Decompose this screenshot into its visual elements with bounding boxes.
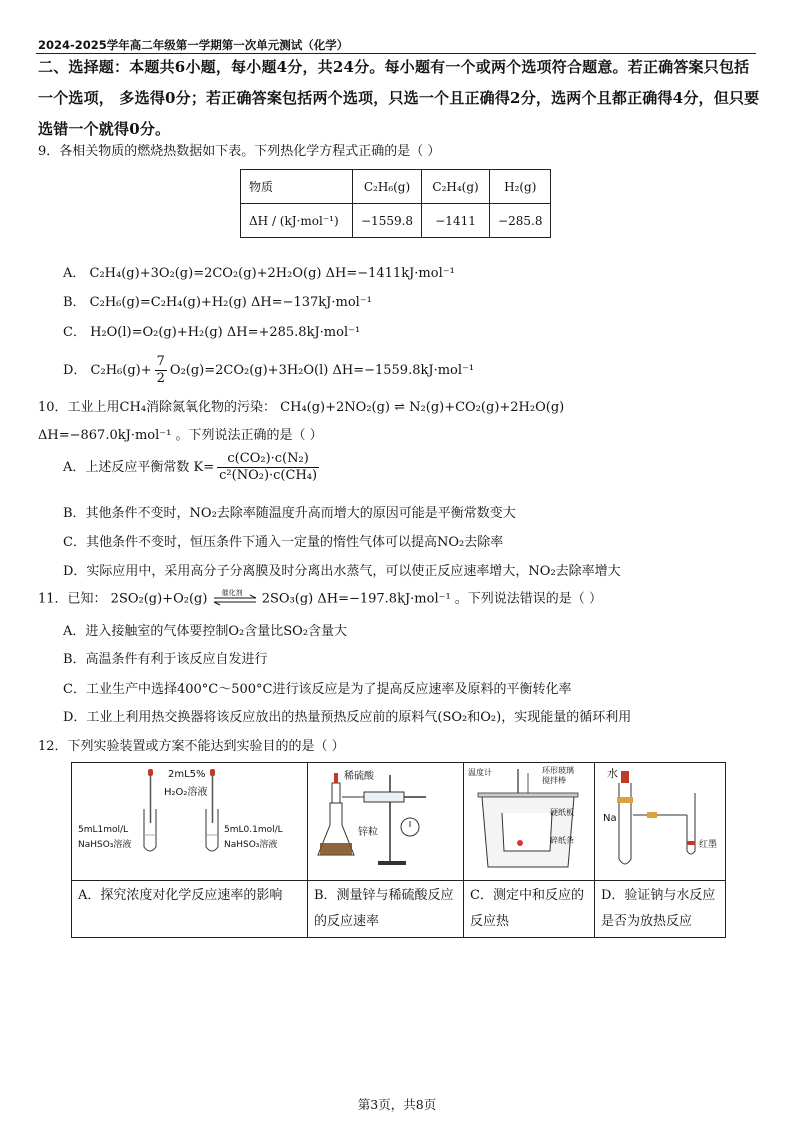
- q12-figure-c: [464, 763, 595, 881]
- figc-thermometer-label: 温度计: [468, 768, 492, 777]
- fraction-numerator: 7: [156, 354, 165, 369]
- q9-table-val-c2h6: −1559.8: [353, 204, 422, 238]
- q12-figure-a: [72, 763, 308, 881]
- page-footer: 第3页，共8页: [357, 1097, 437, 1112]
- q11-catalyst-label: 催化剂: [221, 589, 243, 597]
- q11-stem-pre: 11．已知： 2SO₂(g)+O₂(g): [38, 591, 208, 607]
- calorimeter-figure: [464, 763, 594, 876]
- q9-option-d-post: O₂(g)=2CO₂(g)+3H₂O(l) ΔH=−1559.8kJ·mol⁻¹: [169, 363, 475, 378]
- q9-option-d-pre: D． C₂H₆(g)+: [63, 363, 152, 378]
- q9-table-val-c2h4: −1411: [422, 204, 490, 238]
- q10-option-d: D．实际应用中，采用高分子分离膜及时分离出水蒸气，可以使正反应速率增大，NO₂去除率增大: [63, 564, 621, 579]
- figa-reagent-top2: H₂O₂溶液: [164, 787, 208, 798]
- figc-stirrer-label2: 搅拌棒: [542, 776, 566, 785]
- q11-option-c: C．工业生产中选择400°C～500°C进行该反应是为了提高反应速率及原料的平衡转化率: [63, 682, 572, 697]
- q10-option-a: [63, 450, 322, 486]
- q11-option-d: D．工业上利用热交换器将该反应放出的热量预热反应前的原料气(SO₂和O₂)，实现能量的循环利用: [63, 710, 632, 725]
- q9-table-col-c2h6: C₂H₆(g): [353, 170, 422, 204]
- q11-option-b: B．高温条件有利于该反应自发进行: [63, 652, 268, 667]
- figd-na-label: Na: [603, 813, 617, 824]
- q10-option-c: C．其他条件不变时，恒压条件下通入一定量的惰性气体可以提高NO₂去除率: [63, 535, 504, 550]
- q9-option-b: B． C₂H₆(g)=C₂H₄(g)+H₂(g) ΔH=−137kJ·mol⁻¹: [63, 295, 372, 310]
- q11-option-a: A．进入接触室的气体要控制O₂含量比SO₂含量大: [63, 624, 348, 639]
- figc-stirrer-label: 环形玻璃: [542, 766, 574, 775]
- figb-acid-label: 稀硫酸: [344, 771, 374, 782]
- gas-syringe-figure: [308, 763, 463, 876]
- q10-equilibrium-fraction: [217, 451, 319, 484]
- q10-stem-line2: ΔH=−867.0kJ·mol⁻¹ 。下列说法正确的是（ ）: [38, 428, 323, 443]
- q11-stem-post: 2SO₃(g) ΔH=−197.8kJ·mol⁻¹ 。下列说法错误的是（ ）: [261, 591, 602, 607]
- q10-option-b: B．其他条件不变时，NO₂去除率随温度升高而增大的原因可能是平衡常数变大: [63, 506, 516, 521]
- q12-apparatus-table: [71, 762, 726, 938]
- q12-caption-c: C．测定中和反应的反应热: [464, 881, 595, 938]
- q12-figure-d: [595, 763, 726, 881]
- figa-left-label1: 5mL1mol/L: [78, 825, 129, 835]
- q9-stem: 9．各相关物质的燃烧热数据如下表。下列热化学方程式正确的是（ ）: [38, 144, 441, 159]
- section-instructions: 二、选择题：本题共6小题，每小题4分，共24分。每小题有一个或两个选项符合题意。若正确答案只包括一个选项， 多选得0分；若正确答案包括两个选项，只选一个且正确得2分，选两个且都正确得4分，但只要选错一个就得0分。: [38, 58, 760, 138]
- fraction-numerator: c(CO₂)·c(N₂): [217, 451, 319, 468]
- q10-option-a-pre: A．上述反应平衡常数 K=: [63, 460, 215, 475]
- fraction-denominator: c²(NO₂)·c(CH₄): [219, 468, 318, 483]
- q9-table-col-c2h4: C₂H₄(g): [422, 170, 490, 204]
- q9-table-row2-label: ΔH / (kJ·mol⁻¹): [241, 204, 353, 238]
- q9-option-a: A． C₂H₄(g)+3O₂(g)=2CO₂(g)+2H₂O(g) ΔH=−1411kJ·mol⁻¹: [63, 266, 455, 281]
- equilibrium-arrow-icon: [212, 590, 258, 608]
- q9-table-col-h2: H₂(g): [490, 170, 551, 204]
- figa-right-label2: NaHSO₃溶液: [224, 840, 278, 850]
- figd-ink-label: 红墨: [699, 840, 718, 850]
- figa-reagent-top: 2mL5%: [168, 769, 206, 780]
- figb-zinc-label: 锌粒: [358, 827, 378, 838]
- q9-table-row1-label: 物质: [241, 170, 353, 204]
- q9-table-val-h2: −285.8: [490, 204, 551, 238]
- q12-caption-a: A．探究浓度对化学反应速率的影响: [72, 881, 308, 938]
- q12-figure-b: [308, 763, 464, 881]
- q11-reversible-arrow: [212, 590, 258, 608]
- q11-stem: [38, 590, 602, 609]
- figa-left-label2: NaHSO₃溶液: [78, 840, 132, 850]
- q12-stem: 12．下列实验装置或方案不能达到实验目的的是（ ）: [38, 739, 345, 754]
- figa-right-label1: 5mL0.1mol/L: [224, 825, 283, 835]
- q10-stem-line1: 10．工业上用CH₄消除氮氧化物的污染： CH₄(g)+2NO₂(g) ⇌ N₂(g)+CO₂(g)+2H₂O(g): [38, 400, 565, 415]
- q12-caption-b: B．测量锌与稀硫酸反应的反应速率: [308, 881, 464, 938]
- figc-board-label: 硬纸板: [550, 808, 574, 817]
- fraction-denominator: 2: [156, 371, 165, 386]
- q9-option-d-fraction: [155, 354, 167, 387]
- q9-option-d: [63, 354, 474, 388]
- figc-paper-label: 碎纸条: [550, 836, 574, 845]
- figd-water-label: 水: [607, 767, 618, 780]
- q12-caption-d: D．验证钠与水反应是否为放热反应: [595, 881, 726, 938]
- q9-option-c: C． H₂O(l)=O₂(g)+H₂(g) ΔH=+285.8kJ·mol⁻¹: [63, 325, 361, 340]
- exam-header: 2024-2025学年高二年级第一学期第一次单元测试（化学）: [38, 38, 349, 52]
- q9-combustion-table: [240, 169, 551, 238]
